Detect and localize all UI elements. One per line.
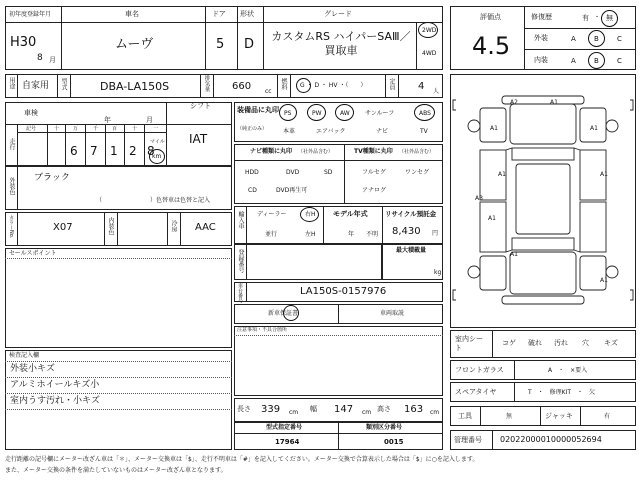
equip-aw-circle bbox=[335, 104, 354, 121]
import-right-circle bbox=[300, 207, 319, 222]
height-value: 163 bbox=[404, 404, 424, 415]
equip-aw: AW bbox=[340, 110, 350, 117]
chassis-number: LA150S-0157976 bbox=[300, 286, 387, 297]
repair-label: 修復歴 bbox=[531, 13, 552, 21]
exterior-opt-b: B bbox=[594, 35, 599, 43]
tv-sub: （社外品含む） bbox=[399, 149, 435, 155]
equip-leather: 本革 bbox=[283, 128, 296, 135]
reg-no-box bbox=[234, 244, 382, 280]
reg-month: 8 bbox=[37, 53, 43, 63]
mark-a1-rear: A1 bbox=[510, 251, 518, 258]
grade-label: グレード bbox=[324, 10, 352, 18]
equip-abs-circle bbox=[414, 104, 435, 121]
body-shape: D bbox=[244, 37, 255, 52]
import-left: 左H bbox=[305, 231, 316, 238]
car-name-label: 車名 bbox=[125, 10, 139, 18]
displacement: 660 bbox=[232, 81, 252, 92]
tv-label: TV種類に丸印 bbox=[354, 148, 393, 155]
import-label: 輸入車 bbox=[237, 211, 244, 229]
mgmt-number: 02022000010000052694 bbox=[500, 435, 602, 444]
digit-head-1: 十 bbox=[54, 126, 60, 132]
new-warranty: 新車保証書 bbox=[268, 310, 299, 317]
mark-a1-front-left: A1 bbox=[490, 125, 498, 132]
cold-value: AAC bbox=[195, 222, 216, 233]
color-no-label: カラーNo. bbox=[8, 215, 14, 239]
digit-head-0: 記号 bbox=[26, 126, 37, 132]
shape-label: 形状 bbox=[240, 10, 254, 18]
sales-point-box bbox=[5, 248, 232, 348]
equip-airbag: エアバック bbox=[316, 128, 346, 135]
shift-label: シフト bbox=[190, 102, 211, 110]
color-value: ブラック bbox=[34, 173, 70, 183]
mileage-digit-1: 6 bbox=[70, 144, 78, 158]
capacity-unit: 人 bbox=[433, 88, 440, 95]
navi-sub: （社外品含む） bbox=[298, 149, 334, 155]
import-dealer: ディーラー bbox=[257, 211, 287, 218]
equip-sunroof: サンルーフ bbox=[365, 110, 395, 117]
equip-ps: PS bbox=[284, 110, 292, 117]
shaken-year: 年 bbox=[104, 116, 111, 124]
recycle-value: 8,430 bbox=[392, 226, 421, 237]
color-no: X07 bbox=[53, 222, 73, 233]
mark-a1-right-door: A1 bbox=[600, 171, 608, 178]
mileage-digit-5: 8 bbox=[147, 144, 155, 158]
tv-analog: アナログ bbox=[362, 187, 387, 194]
interior-sheet-label: 室内シート bbox=[455, 335, 483, 352]
drive-2wd: 2WD bbox=[422, 27, 437, 34]
drive-2wd-circle bbox=[418, 22, 438, 38]
length-label: 長さ bbox=[237, 405, 251, 413]
length-unit: cm bbox=[289, 409, 299, 416]
navi-dvd: DVD bbox=[286, 169, 300, 176]
interior-opt-b: B bbox=[594, 57, 599, 65]
reg-month-unit: 月 bbox=[49, 56, 56, 64]
digit-head-3: 千 bbox=[93, 126, 99, 132]
max-load-kg: kg bbox=[434, 269, 442, 276]
import-parallel: 並行 bbox=[265, 231, 278, 238]
remark-2: アルミホイールキズ小 bbox=[10, 380, 100, 390]
tv-fullseg: フルセグ bbox=[362, 169, 386, 176]
capacity-label: 定員 bbox=[388, 78, 395, 90]
type-no: 17964 bbox=[275, 438, 300, 446]
width-value: 147 bbox=[334, 404, 354, 415]
height-unit: cm bbox=[430, 409, 440, 416]
model-year-unknown: 不明 bbox=[366, 231, 379, 238]
mark-a1-front-right: A1 bbox=[590, 125, 598, 132]
notes-box bbox=[234, 326, 443, 396]
spare-tire-label: スペアタイヤ bbox=[455, 388, 497, 396]
footer-note-2: また、メーター交換の条件を満たしていないものはメーター改ざん車となります。 bbox=[5, 467, 227, 474]
jack-value: 有 bbox=[604, 413, 611, 420]
exterior-circle bbox=[588, 30, 605, 47]
km-circle bbox=[149, 149, 165, 164]
remark-1: 外装小キズ bbox=[10, 364, 55, 374]
equip-tv: TV bbox=[420, 128, 428, 135]
tv-oneseg: ワンセグ bbox=[405, 169, 430, 176]
sales-point-label: セールスポイント bbox=[9, 250, 57, 257]
tools-value: 無 bbox=[506, 413, 513, 420]
equip-abs: ABS bbox=[419, 110, 431, 117]
length-value: 339 bbox=[261, 404, 281, 415]
mileage-label: 走行 bbox=[8, 138, 15, 150]
mark-a2: A2 bbox=[510, 99, 518, 106]
sheet-item-scratch: キズ bbox=[604, 339, 618, 347]
car-diagram bbox=[450, 74, 636, 328]
mark-a1-left-door: A1 bbox=[498, 171, 506, 178]
cold-label: 冷房 bbox=[170, 220, 177, 232]
navi-hdd: HDD bbox=[245, 169, 259, 176]
mark-a1-rear-right: A1 bbox=[600, 277, 608, 284]
front-glass-value: A ・ ×要入 bbox=[548, 367, 588, 374]
door-count: 5 bbox=[216, 37, 225, 52]
mgmt-label: 管理番号 bbox=[454, 436, 482, 444]
unit-km: km bbox=[152, 153, 162, 160]
interior-color-label: 内装色 bbox=[107, 217, 114, 235]
fuel-options: G ・ D ・ HV ・（ ） bbox=[300, 82, 367, 89]
mileage-digit-4: 2 bbox=[129, 144, 137, 158]
repair-opt-no: 無 bbox=[606, 14, 613, 22]
digit-head-4: 百 bbox=[112, 126, 118, 132]
score-label: 評価点 bbox=[480, 13, 501, 21]
max-load-label: 最大積載量 bbox=[396, 247, 427, 254]
digit-head-6: 一 bbox=[153, 126, 159, 132]
class-no: 0015 bbox=[384, 438, 404, 446]
sheet-item-hole: 穴 bbox=[582, 339, 589, 347]
model-year-label: モデル年式 bbox=[333, 210, 368, 218]
color-note: （ ）色替車は色替と記入 bbox=[96, 197, 211, 204]
spare-tire-value: T ・ 修理KIT ・ 欠 bbox=[528, 389, 596, 396]
tools-label: 工具 bbox=[458, 412, 472, 420]
interior-opt-c: C bbox=[617, 57, 622, 65]
fuel-label: 燃料 bbox=[280, 78, 287, 90]
mileage-digit-3: 1 bbox=[110, 144, 118, 158]
width-unit: cm bbox=[362, 409, 372, 416]
equipment-sub: （純正のみ） bbox=[237, 126, 268, 132]
navi-dvd-play: DVD再生可 bbox=[276, 187, 308, 194]
navi-sd: SD bbox=[324, 169, 333, 176]
recycle-unit: 円 bbox=[432, 230, 439, 237]
model-code: DBA-LA150S bbox=[100, 80, 170, 93]
equip-pw: PW bbox=[312, 110, 322, 117]
recycle-label: リサイクル預託金 bbox=[385, 210, 437, 218]
exterior-label: 外装 bbox=[534, 34, 548, 42]
notes-label: 注意事項・不具合箇所 bbox=[237, 327, 288, 333]
equip-pw-circle bbox=[307, 104, 326, 121]
mileage-digit-2: 7 bbox=[90, 144, 98, 158]
repair-opt-yes: 有 bbox=[582, 14, 589, 22]
navi-label: ナビ種類に丸印 bbox=[250, 148, 293, 155]
cc-unit: cc bbox=[265, 88, 272, 95]
interior-label: 内装 bbox=[534, 56, 548, 64]
navi-cd: CD bbox=[248, 187, 257, 194]
unit-mile: マイル bbox=[150, 139, 165, 145]
model-year-unit: 年 bbox=[348, 231, 355, 238]
displacement-label: 排気量 bbox=[203, 75, 210, 92]
inspector-label: 検査記入欄 bbox=[9, 352, 40, 359]
warranty-circle bbox=[283, 305, 299, 321]
exterior-opt-a: A bbox=[571, 35, 576, 43]
sheet-item-tear: 破れ bbox=[528, 339, 542, 347]
door-label: ドア bbox=[212, 10, 226, 18]
interior-opt-a: A bbox=[571, 57, 576, 65]
use-type: 自家用 bbox=[22, 81, 50, 91]
reg-date-label: 初年度登録年月 bbox=[9, 11, 52, 18]
class-no-label: 類別区分番号 bbox=[366, 424, 403, 431]
equip-navi: ナビ bbox=[376, 128, 389, 135]
grade-text: カスタムRS ハイパーSAⅢ／買取車 bbox=[271, 30, 411, 57]
equipment-label: 装備品に丸印 bbox=[237, 106, 279, 114]
mark-a1-left-rear: A1 bbox=[488, 215, 496, 222]
owner-manual: 車両取説 bbox=[380, 310, 405, 317]
repair-circle bbox=[601, 10, 618, 27]
repair-dot: ・ bbox=[594, 14, 601, 21]
digit-head-5: 十 bbox=[132, 126, 138, 132]
type-no-label: 型式指定番号 bbox=[266, 424, 303, 431]
height-label: 高さ bbox=[377, 405, 391, 413]
model-label: 型式 bbox=[60, 78, 67, 90]
footer-note-1: 走行距離の記号欄にメーター改ざん車は「＊」、メーター交換車は「$」、走行不明車は「#」を記入してください。メーター交換で合算表示した場合は「$」に○を記入します。 bbox=[5, 456, 479, 463]
interior-circle bbox=[588, 52, 605, 69]
reg-year: H30 bbox=[10, 35, 37, 50]
import-right: 右H bbox=[305, 211, 316, 218]
reg-no-label: 登録番号 bbox=[237, 249, 244, 273]
fuel-circle bbox=[296, 78, 311, 93]
jack-label: ジャッキ bbox=[545, 412, 573, 420]
width-label: 幅 bbox=[310, 405, 317, 413]
mark-a3: A3 bbox=[475, 195, 483, 202]
use-side-label: 用途 bbox=[8, 77, 15, 89]
remark-3: 室内うす汚れ・小キズ bbox=[10, 396, 100, 406]
sheet-item-burn: コゲ bbox=[502, 339, 516, 347]
capacity: 4 bbox=[418, 81, 425, 92]
color-label: 外装色 bbox=[8, 177, 15, 195]
car-name: ムーヴ bbox=[115, 37, 154, 52]
front-glass-label: フロントガラス bbox=[455, 366, 504, 374]
shift-value: IAT bbox=[189, 132, 208, 146]
chassis-label: 車台番号 bbox=[237, 283, 243, 303]
sheet-item-dirt: 汚れ bbox=[554, 339, 568, 347]
shaken-label: 車検 bbox=[24, 109, 38, 117]
mark-a1-front-bumper: A1 bbox=[550, 99, 558, 106]
digit-head-2: 万 bbox=[73, 126, 79, 132]
equip-ps-circle bbox=[279, 104, 297, 121]
exterior-opt-c: C bbox=[617, 35, 622, 43]
drive-4wd: 4WD bbox=[422, 50, 437, 57]
shaken-month: 月 bbox=[146, 116, 153, 124]
score-value: 4.5 bbox=[472, 32, 511, 60]
